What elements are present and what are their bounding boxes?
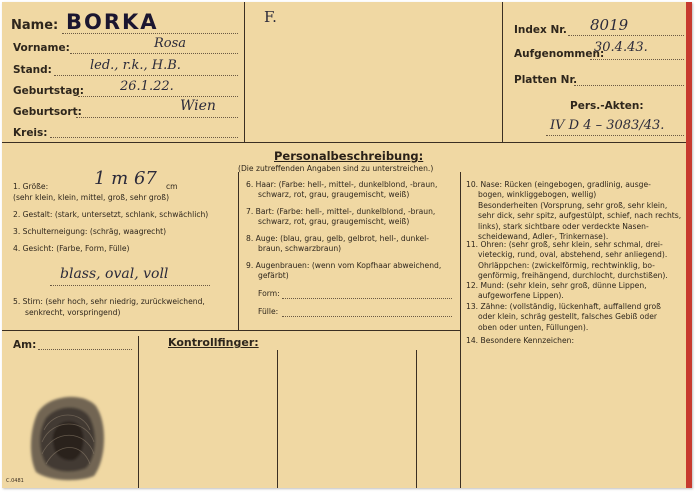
fuelle-label: Fülle:: [258, 307, 279, 316]
dotted-line: [282, 316, 452, 317]
divider: [244, 2, 245, 142]
name-label: Name:: [11, 18, 59, 33]
nase-line: sehr dick, sehr spitz, aufgestülpt, schief, nach rechts,: [478, 211, 682, 221]
am-label: Am:: [13, 339, 37, 351]
gesicht-text: 4. Gesicht: (Farbe, Form, Fülle): [13, 244, 130, 253]
section-title: Personalbeschreibung:: [274, 149, 424, 163]
aufgenommen-value: 30.4.43.: [594, 40, 648, 55]
platten-label: Platten Nr.: [514, 74, 578, 86]
geburtsort-value: Wien: [180, 98, 216, 114]
dotted-line: [54, 75, 238, 76]
dotted-line: [590, 59, 684, 60]
bart-text-1: 7. Bart: (Farbe: hell-, mittel-, dunkelblond, -braun,: [246, 207, 436, 216]
dotted-line: [282, 298, 452, 299]
stand-label: Stand:: [13, 64, 52, 76]
middle-mark: F.: [264, 8, 277, 26]
zaehne-line: oder klein, schräg gestellt, falsches Gebiß oder: [478, 312, 658, 322]
dotted-line: [546, 135, 684, 136]
dotted-line: [50, 285, 210, 286]
haar-text-2: schwarz, rot, grau, graugemischt, weiß): [258, 190, 410, 199]
kreis-label: Kreis:: [13, 127, 48, 139]
haar-text-1: 6. Haar: (Farbe: hell-, mittel-, dunkelblond, -braun,: [246, 180, 438, 189]
aufgenommen-label: Aufgenommen:: [514, 48, 605, 60]
section-subtitle: (Die zutreffenden Angaben sind zu unterstreichen.): [238, 164, 434, 173]
divider: [460, 172, 461, 488]
gesicht-value: blass, oval, voll: [60, 266, 169, 282]
geburtsort-label: Geburtsort:: [13, 106, 82, 118]
nase-block: [466, 180, 681, 242]
stirn-text-1: 5. Stirn: (sehr hoch, sehr niedrig, zurückweichend,: [13, 297, 205, 306]
brauen-text-2: gefärbt): [258, 271, 289, 280]
registration-card: [2, 2, 692, 488]
gestalt-text: 2. Gestalt: (stark, untersetzt, schlank, schwächlich): [13, 210, 209, 219]
nase-line: scheidewand, Adler-, Trinkernase).: [478, 232, 609, 242]
stand-value: led., r.k., H.B.: [90, 58, 181, 73]
divider: [277, 350, 278, 488]
fingerprint-image: [24, 390, 110, 484]
ohren-line: genförmig, freihängend, durchlocht, durchstißen).: [478, 271, 668, 281]
auge-text-1: 8. Auge: (blau, grau, gelb, gelbrot, hell-, dunkel-: [246, 234, 429, 243]
name-value: BORKA: [66, 10, 159, 34]
divider: [416, 350, 417, 488]
divider: [138, 336, 139, 488]
ohren-line: Ohrläppchen: (zwickelförmig, rechtwinklig, bo-: [478, 260, 655, 270]
brauen-text-1: 9. Augenbrauen: (wenn vom Kopfhaar abweichend,: [246, 261, 442, 270]
index-value: 8019: [590, 16, 629, 34]
dotted-line: [76, 117, 238, 118]
stirn-text-2: senkrecht, vorspringend): [25, 308, 121, 317]
divider: [238, 172, 239, 330]
zaehne-block: [466, 302, 661, 333]
nase-line: links), stark sichtbare oder verdeckte Nasen-: [478, 221, 649, 231]
vorname-label: Vorname:: [13, 42, 70, 54]
geburtstag-label: Geburtstag:: [13, 85, 84, 97]
groesse-options: (sehr klein, klein, mittel, groß, sehr groß): [13, 193, 170, 202]
auge-text-2: braun, schwarzbraun): [258, 244, 342, 253]
dotted-line: [78, 96, 238, 97]
mund-block: [466, 281, 647, 302]
ohren-line: 11. Ohren: (sehr groß, sehr klein, sehr schmal, drei-: [466, 240, 663, 249]
divider: [502, 2, 503, 142]
schulter-text: 3. Schulterneigung: (schräg, waagrecht): [13, 227, 167, 236]
nase-line: bogen, winkliggebogen, wellig): [478, 190, 597, 200]
dotted-line: [38, 349, 132, 350]
divider: [2, 330, 460, 331]
bart-text-2: schwarz, rot, grau, graugemischt, weiß): [258, 217, 410, 226]
form-label: Form:: [258, 289, 280, 298]
mund-line: aufgeworfene Lippen).: [478, 291, 564, 301]
akten-value: IV D 4 – 3083/43.: [550, 118, 665, 133]
corner-code: C.0481: [6, 478, 24, 484]
ohren-block: [466, 240, 668, 282]
dotted-line: [574, 85, 684, 86]
ohren-line: vieteckig, rund, oval, abstehend, sehr anliegend).: [478, 250, 668, 260]
kennzeichen-label: 14. Besondere Kennzeichen:: [466, 336, 575, 345]
divider: [2, 142, 692, 143]
index-label: Index Nr.: [514, 24, 567, 36]
kontroll-label: Kontrollfinger:: [168, 336, 259, 349]
akten-label: Pers.-Akten:: [570, 100, 644, 112]
groesse-label: 1. Größe:: [13, 182, 49, 191]
dotted-line: [62, 33, 238, 34]
nase-line: 10. Nase: Rücken (eingebogen, gradlinig, ausge-: [466, 180, 651, 189]
mund-line: 12. Mund: (sehr klein, sehr groß, dünne Lippen,: [466, 281, 647, 290]
nase-line: Besonderheiten (Vorsprung, sehr groß, sehr klein,: [478, 200, 668, 210]
zaehne-line: 13. Zähne: (vollständig, lückenhaft, auffallend groß: [466, 302, 661, 311]
groesse-value: 1 m 67: [94, 168, 157, 189]
dotted-line: [70, 53, 238, 54]
dotted-line: [568, 35, 684, 36]
zaehne-line: oben oder unten, Füllungen).: [478, 322, 589, 332]
dotted-line: [50, 137, 238, 138]
vorname-value: Rosa: [154, 36, 187, 51]
geburtstag-value: 26.1.22.: [120, 79, 174, 94]
groesse-unit: cm: [166, 182, 178, 191]
